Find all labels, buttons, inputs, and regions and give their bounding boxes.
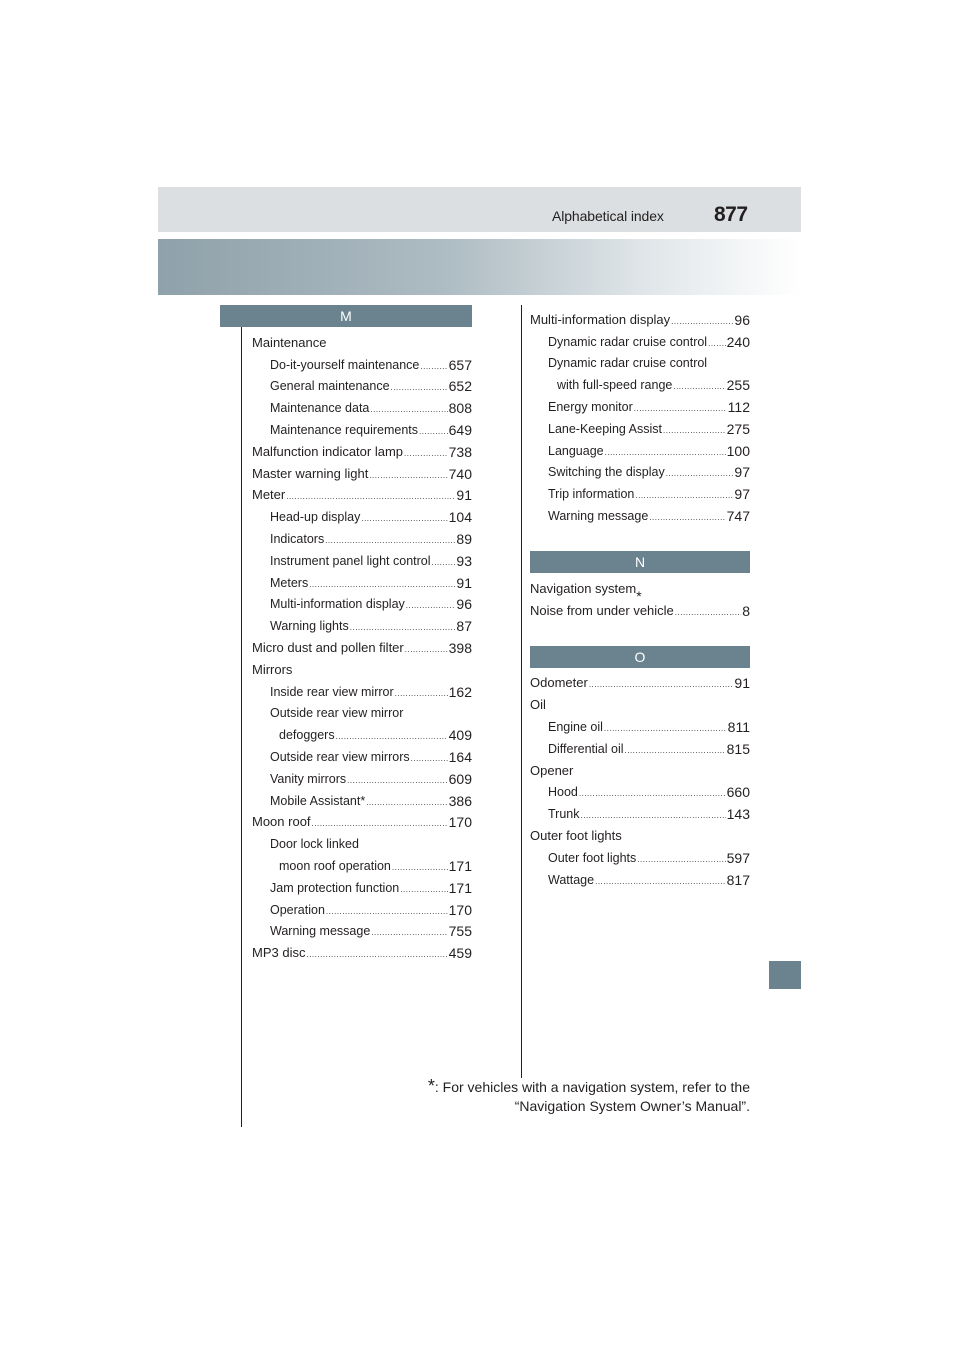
index-entry	[530, 479, 750, 501]
leader-dots	[625, 745, 726, 756]
leader-dots	[595, 876, 726, 887]
index-entry-label: Outside rear view mirrors	[270, 749, 410, 764]
index-entry-page: 112	[727, 398, 750, 415]
leader-dots	[286, 491, 455, 502]
footnote-marker: *	[427, 1076, 435, 1096]
index-entry	[252, 720, 472, 742]
index-entry	[252, 895, 472, 917]
index-entry	[530, 843, 750, 865]
index-entry	[530, 349, 750, 371]
index-entry	[252, 786, 472, 808]
index-entry-page: 660	[726, 784, 750, 801]
index-entry-page: 164	[448, 748, 472, 765]
index-entry-label: Outer foot lights	[548, 850, 637, 865]
index-entry	[252, 611, 472, 633]
index-entry-label: Energy monitor	[548, 399, 633, 414]
index-entry	[252, 546, 472, 568]
leader-dots	[675, 607, 741, 618]
index-entry-label: Navigation system	[530, 580, 637, 596]
index-entry-list-m-continued	[530, 305, 750, 523]
index-entry	[530, 756, 750, 778]
leader-dots	[634, 403, 727, 414]
leader-dots	[392, 862, 448, 873]
index-entry	[252, 873, 472, 895]
index-entry-page: 96	[734, 311, 750, 328]
header-band	[158, 187, 801, 232]
leader-dots	[405, 644, 448, 655]
index-entry	[252, 568, 472, 590]
index-entry-label: Multi-information display	[270, 597, 405, 612]
index-entry	[252, 459, 472, 481]
leader-dots	[391, 382, 448, 393]
index-entry-label: Head-up display	[270, 510, 361, 525]
index-entry-label: General maintenance	[270, 379, 390, 394]
index-entry-page: 100	[726, 442, 750, 459]
leader-dots	[581, 810, 726, 821]
footnote-line-1: : For vehicles with a navigation system, refer to the	[434, 1079, 750, 1095]
index-entry-label: Warning message	[270, 924, 371, 939]
index-entry-label: Switching the display	[548, 465, 665, 480]
leader-dots	[370, 404, 447, 415]
index-entry: Navigation system *	[530, 580, 642, 604]
index-entry	[530, 327, 750, 349]
index-entry	[252, 851, 472, 873]
page-title: Alphabetical index	[552, 208, 664, 224]
leader-dots	[326, 906, 448, 917]
index-entry-page: 97	[734, 464, 750, 481]
index-entry-page: 240	[726, 333, 750, 350]
index-entry-label: Door lock linked	[270, 837, 359, 852]
chapter-side-tab	[769, 961, 801, 989]
index-entry-label: Differential oil	[548, 741, 624, 756]
leader-dots	[350, 622, 456, 633]
leader-dots	[309, 579, 455, 590]
index-entry	[530, 392, 750, 414]
index-entry-page: 817	[726, 871, 750, 888]
index-entry-page: 815	[726, 740, 750, 757]
index-entry-page: 597	[726, 849, 750, 866]
leader-dots	[419, 426, 448, 437]
index-entry	[530, 799, 750, 821]
index-entry-label: Maintenance	[252, 334, 327, 350]
index-entry-page: 657	[448, 356, 472, 373]
index-entry	[530, 865, 750, 887]
index-entry	[530, 501, 750, 523]
index-entry-page: 104	[448, 509, 472, 526]
index-entry-label: Meter	[252, 487, 286, 503]
index-entry-page: 398	[448, 639, 472, 656]
index-entry-label: MP3 disc	[252, 945, 306, 961]
index-entry-list-o	[530, 669, 750, 887]
index-entry	[252, 764, 472, 786]
index-entry	[530, 821, 750, 843]
index-entry-page: 609	[448, 770, 472, 787]
index-entry-label: Engine oil	[548, 719, 603, 734]
section-header-m: M	[220, 305, 472, 327]
index-entry	[252, 393, 472, 415]
index-entry	[530, 370, 750, 392]
leader-dots	[395, 688, 448, 699]
leader-dots	[404, 448, 448, 459]
leader-dots	[663, 425, 726, 436]
index-entry-label: Warning lights	[270, 619, 349, 634]
leader-dots	[671, 316, 733, 327]
index-entry	[252, 829, 472, 851]
leader-dots	[325, 535, 455, 546]
index-entry-label: Hood	[548, 785, 578, 800]
leader-dots	[432, 557, 456, 568]
index-entry-page: 170	[448, 901, 472, 918]
index-entry-label: Mobile Assistant*	[270, 793, 366, 808]
index-entry	[530, 690, 750, 712]
index-entry	[252, 677, 472, 699]
page-number: 877	[714, 203, 748, 226]
index-entry	[252, 437, 472, 459]
leader-dots	[708, 338, 726, 349]
index-entry	[530, 305, 750, 327]
index-entry-page: 459	[448, 945, 472, 962]
index-entry	[530, 458, 750, 480]
index-entry-label: Vanity mirrors	[270, 771, 347, 786]
index-entry-label: with full-speed range	[557, 378, 673, 393]
index-entry-page: 170	[448, 814, 472, 831]
index-entry-page: 143	[726, 806, 750, 823]
index-entry-label: Language	[548, 443, 604, 458]
index-entry	[530, 414, 750, 436]
index-entry	[252, 502, 472, 524]
index-entry-label: Jam protection function	[270, 880, 400, 895]
footnote	[428, 1077, 750, 1116]
leader-dots	[406, 600, 456, 611]
index-entry-page: 652	[448, 378, 472, 395]
footnote-line-2: “Navigation System Owner’s Manual”.	[514, 1098, 750, 1114]
index-entry-page: 649	[448, 421, 472, 438]
index-entry	[252, 481, 472, 503]
index-entry-page: 89	[456, 530, 472, 547]
leader-dots	[411, 753, 448, 764]
decorative-gradient-band	[158, 239, 801, 295]
index-entry-page: 91	[456, 574, 472, 591]
leader-dots	[420, 361, 447, 372]
index-entry-label: Maintenance data	[270, 401, 370, 416]
index-entry	[530, 669, 750, 691]
index-entry-page: 738	[448, 443, 472, 460]
index-entry-label: Maintenance requirements	[270, 422, 418, 437]
leader-dots	[306, 949, 447, 960]
leader-dots	[589, 679, 734, 690]
index-entry	[252, 372, 472, 394]
index-entry-label: Lane-Keeping Assist	[548, 421, 662, 436]
index-entry	[252, 917, 472, 939]
index-entry	[530, 734, 750, 756]
index-entry-label: Trunk	[548, 807, 580, 822]
index-entry-label: Instrument panel light control	[270, 553, 431, 568]
index-entry-page: 255	[726, 377, 750, 394]
leader-dots	[604, 723, 727, 734]
index-entry-page: 409	[448, 727, 472, 744]
index-entry-page: 386	[448, 792, 472, 809]
index-entry-label: Master warning light	[252, 465, 369, 481]
leader-dots	[666, 468, 734, 479]
leader-dots	[673, 381, 725, 392]
index-entry-page: 87	[456, 618, 472, 635]
index-entry-label: Oil	[530, 697, 546, 713]
index-entry-list-n	[530, 574, 750, 618]
index-entry-label: Operation	[270, 902, 325, 917]
leader-dots	[369, 470, 447, 481]
index-entry-page: 747	[726, 507, 750, 524]
middle-column-rule	[521, 305, 522, 1078]
leader-dots	[361, 513, 447, 524]
leader-dots	[312, 818, 448, 829]
index-entry-label: Opener	[530, 762, 574, 778]
index-entry-label: Micro dust and pollen filter	[252, 639, 404, 655]
index-entry-list	[252, 328, 472, 960]
index-entry-label: Inside rear view mirror	[270, 684, 394, 699]
index-entry-page: 811	[727, 718, 750, 735]
index-column-right	[530, 305, 750, 887]
index-entry-label: Odometer	[530, 675, 588, 691]
section-header-o: O	[530, 646, 750, 668]
index-entry-page: 740	[448, 465, 472, 482]
index-entry-label: Trip information	[548, 487, 635, 502]
index-entry-page: 171	[448, 857, 472, 874]
index-entry-page: 97	[734, 486, 750, 503]
index-entry-label: Dynamic radar cruise control	[548, 334, 708, 349]
index-entry	[252, 655, 472, 677]
index-column-left	[252, 305, 472, 960]
index-entry-label: Mirrors	[252, 661, 293, 677]
index-entry-label: Dynamic radar cruise control	[548, 356, 708, 371]
leader-dots	[371, 927, 447, 938]
leader-dots	[336, 731, 448, 742]
index-entry-label: Moon roof	[252, 814, 311, 830]
index-entry	[530, 778, 750, 800]
section-header-n: N	[530, 551, 750, 573]
index-entry-page: 8	[742, 602, 750, 619]
leader-dots	[400, 884, 447, 895]
index-entry-label: Wattage	[548, 872, 595, 887]
index-entry-page: 755	[448, 923, 472, 940]
leader-dots	[635, 490, 733, 501]
index-entry-page: 275	[726, 420, 750, 437]
index-entry	[252, 524, 472, 546]
index-entry	[252, 699, 472, 721]
leader-dots	[605, 447, 726, 458]
index-entry	[530, 436, 750, 458]
index-entry-label: Outer foot lights	[530, 827, 622, 843]
index-entry	[252, 633, 472, 655]
index-entry	[252, 938, 472, 960]
index-entry-label: Indicators	[270, 531, 325, 546]
index-entry-page: 93	[456, 552, 472, 569]
leader-dots	[637, 854, 725, 865]
index-entry-page: 162	[448, 683, 472, 700]
index-entry-page: 91	[734, 675, 750, 692]
index-entry	[252, 742, 472, 764]
index-entry-page: 808	[448, 400, 472, 417]
index-entry-label: Multi-information display	[530, 311, 671, 327]
index-entry	[252, 328, 472, 350]
index-entry	[252, 808, 472, 830]
index-entry-label: moon roof operation	[279, 858, 391, 873]
index-entry-label: Warning message	[548, 508, 649, 523]
leader-dots	[649, 512, 725, 523]
leader-dots	[347, 775, 447, 786]
index-entry	[252, 350, 472, 372]
index-entry-label: defoggers	[279, 728, 335, 743]
index-entry-label: Outside rear view mirror	[270, 706, 404, 721]
index-entry-page: 171	[448, 879, 472, 896]
index-entry	[530, 712, 750, 734]
index-entry-label: Meters	[270, 575, 309, 590]
leader-dots	[579, 788, 726, 799]
index-entry-label: Noise from under vehicle	[530, 602, 674, 618]
leader-dots	[366, 797, 447, 808]
index-entry	[252, 590, 472, 612]
index-entry	[252, 415, 472, 437]
left-column-rule	[241, 305, 242, 1127]
index-entry-page: 91	[456, 487, 472, 504]
index-entry-page: 96	[456, 596, 472, 613]
index-entry-label: Malfunction indicator lamp	[252, 443, 404, 459]
index-entry-label: Do-it-yourself maintenance	[270, 357, 420, 372]
